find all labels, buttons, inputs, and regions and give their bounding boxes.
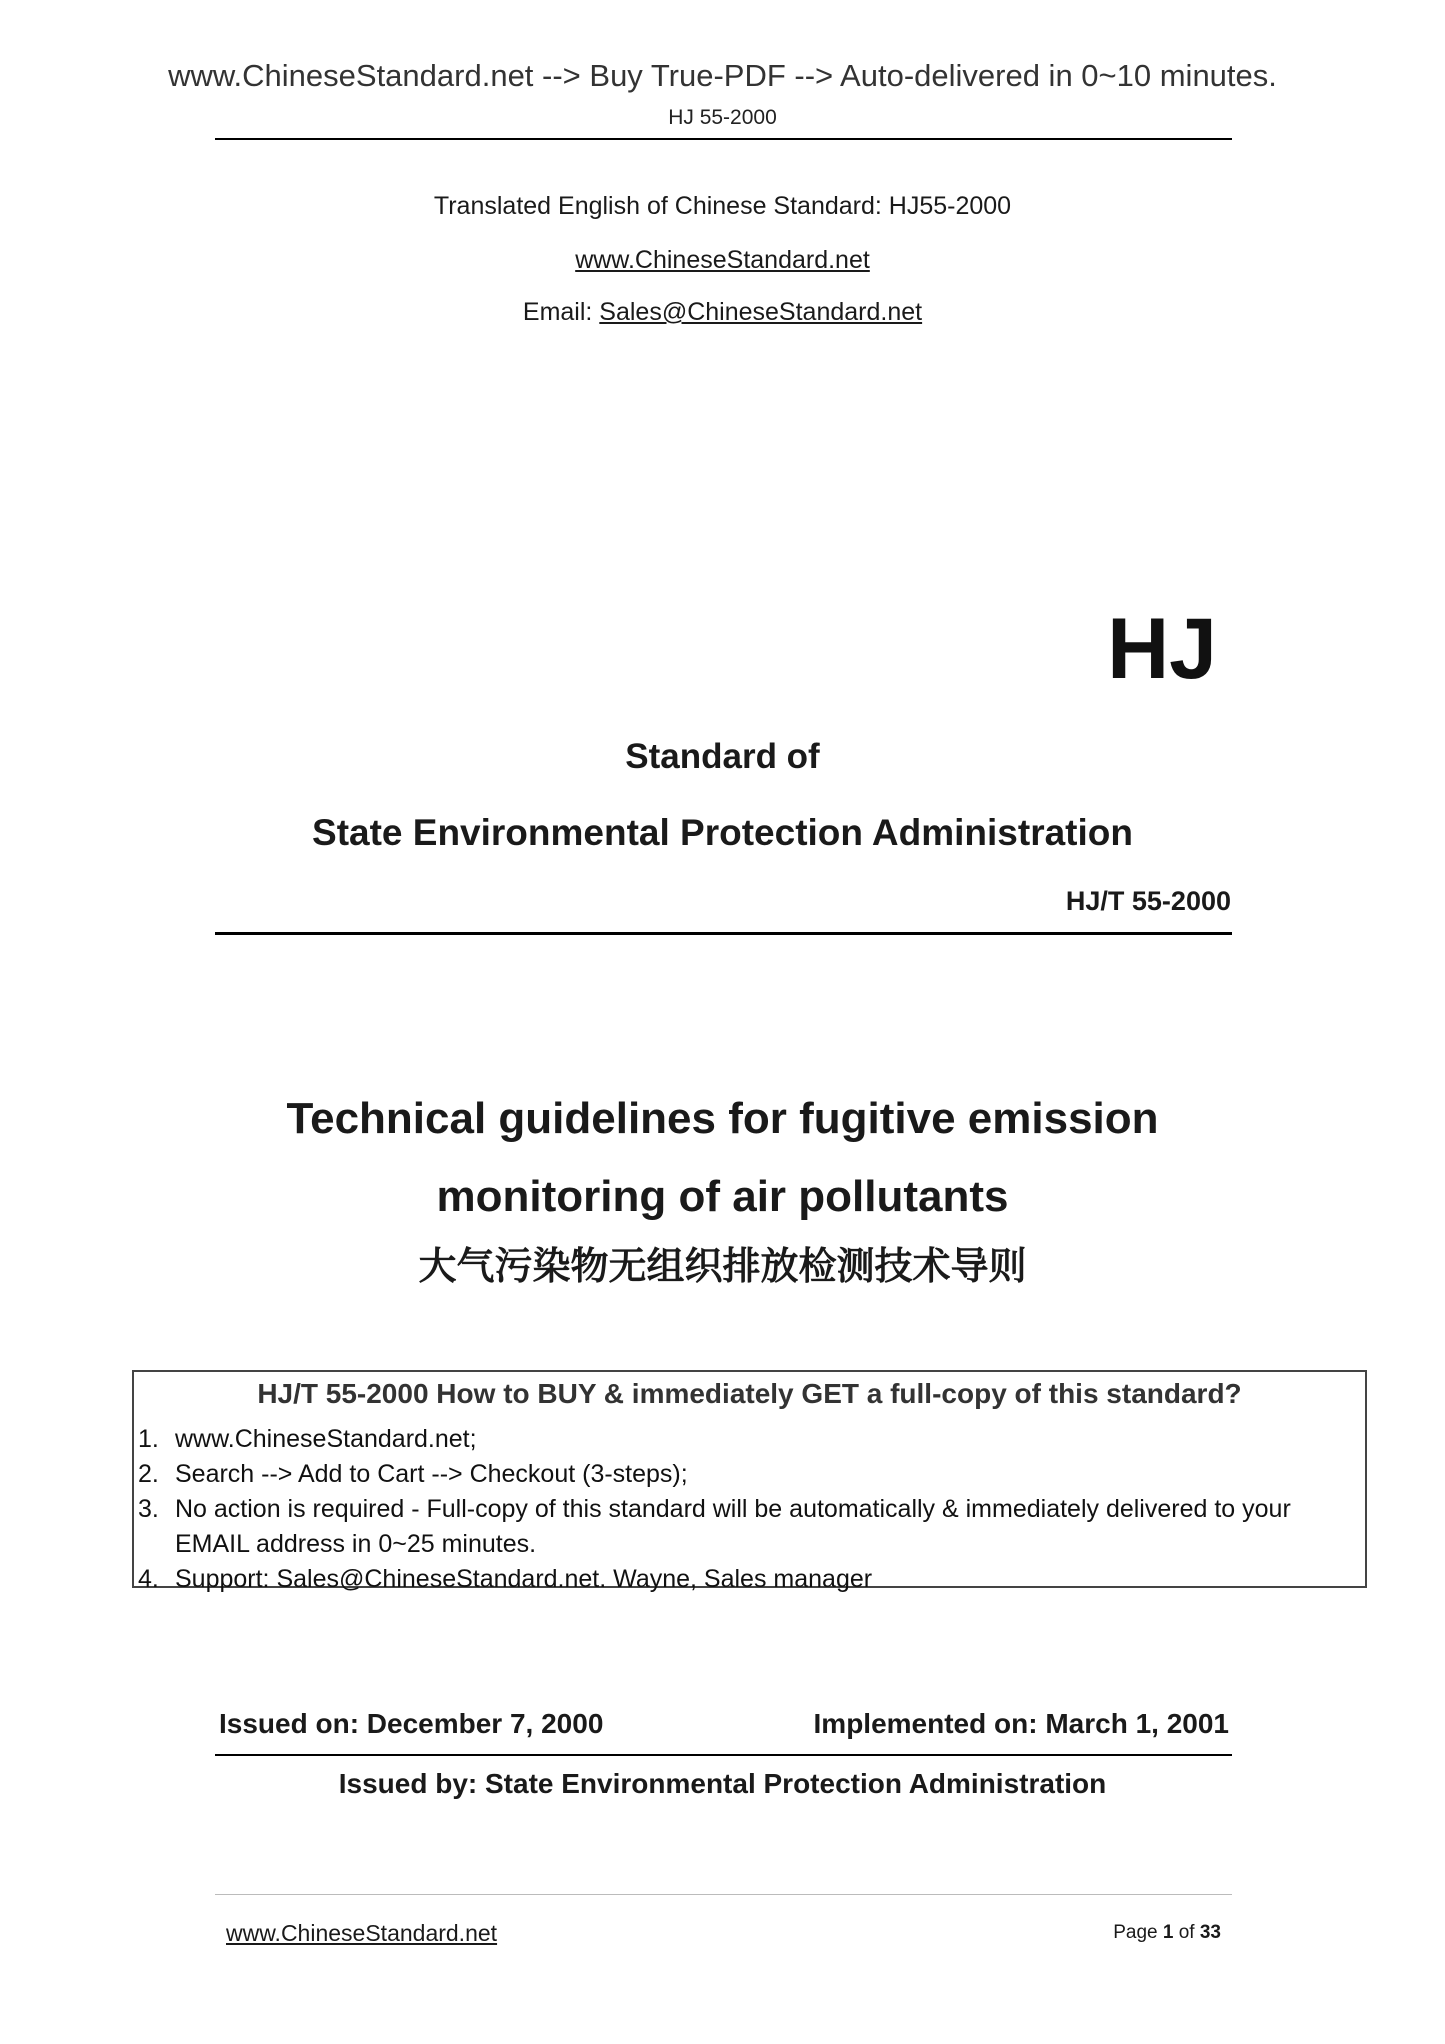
footer-site-link[interactable]: www.ChineseStandard.net bbox=[226, 1920, 498, 1946]
email-link[interactable]: Sales@ChineseStandard.net bbox=[599, 298, 923, 326]
header-code: HJ 55-2000 bbox=[668, 106, 777, 129]
page-current: 1 bbox=[1162, 1922, 1174, 1943]
page-prefix: Page bbox=[1113, 1922, 1163, 1943]
buy-step bbox=[138, 1457, 1345, 1492]
step-text: www.ChineseStandard.net; bbox=[175, 1425, 477, 1453]
doc-number: HJ/T 55-2000 bbox=[1065, 886, 1231, 916]
standard-of: Standard of bbox=[625, 737, 820, 776]
site-link[interactable]: www.ChineseStandard.net bbox=[575, 246, 870, 274]
page-total: 33 bbox=[1199, 1922, 1221, 1943]
issued-by: Issued by: State Environmental Protection Administration bbox=[338, 1768, 1107, 1799]
buy-box bbox=[132, 1370, 1367, 1593]
header-divider bbox=[215, 138, 1232, 140]
implemented-on: Implemented on: March 1, 2001 bbox=[813, 1708, 1229, 1739]
site-link-line bbox=[0, 246, 1445, 275]
buy-steps bbox=[138, 1422, 1345, 1597]
step-text: Support: Sales@ChineseStandard.net. Wayne, Sales manager bbox=[175, 1565, 873, 1593]
buy-step bbox=[138, 1492, 1345, 1562]
hj-mark: HJ bbox=[1107, 601, 1217, 697]
page-mid: of bbox=[1173, 1922, 1200, 1943]
step-number: 4. bbox=[138, 1565, 159, 1593]
doc-title-line1: Technical guidelines for fugitive emission bbox=[286, 1094, 1159, 1143]
doc-title bbox=[0, 1080, 1445, 1236]
buy-step bbox=[138, 1562, 1345, 1597]
page-number bbox=[1113, 1922, 1221, 1944]
step-text: Search --> Add to Cart --> Checkout (3-steps); bbox=[175, 1460, 688, 1488]
doc-title-line2: monitoring of air pollutants bbox=[436, 1172, 1009, 1221]
translated-line: Translated English of Chinese Standard: HJ55-2000 bbox=[433, 192, 1012, 220]
issue-divider bbox=[215, 1754, 1232, 1756]
title-divider bbox=[215, 932, 1232, 935]
step-text: No action is required - Full-copy of this standard will be automatically & immediately delivered to your EMAIL address in 0~25 minutes. bbox=[175, 1495, 1291, 1558]
step-number: 3. bbox=[138, 1495, 159, 1523]
email-label: Email: bbox=[522, 298, 600, 326]
administration-name: State Environmental Protection Administration bbox=[312, 812, 1133, 853]
footer-divider bbox=[215, 1894, 1232, 1895]
email-line bbox=[0, 298, 1445, 327]
buy-step bbox=[138, 1422, 1345, 1457]
issued-on: Issued on: December 7, 2000 bbox=[219, 1708, 604, 1739]
buy-box-title: HJ/T 55-2000 How to BUY & immediately GET a full-copy of this standard? bbox=[257, 1378, 1242, 1409]
step-number: 1. bbox=[138, 1425, 159, 1453]
chinese-title: 大气污染物无组织排放检测技术导则 bbox=[418, 1244, 1027, 1288]
step-number: 2. bbox=[138, 1460, 159, 1488]
top-banner: www.ChineseStandard.net --> Buy True-PDF --> Auto-delivered in 0~10 minutes. bbox=[168, 58, 1277, 93]
